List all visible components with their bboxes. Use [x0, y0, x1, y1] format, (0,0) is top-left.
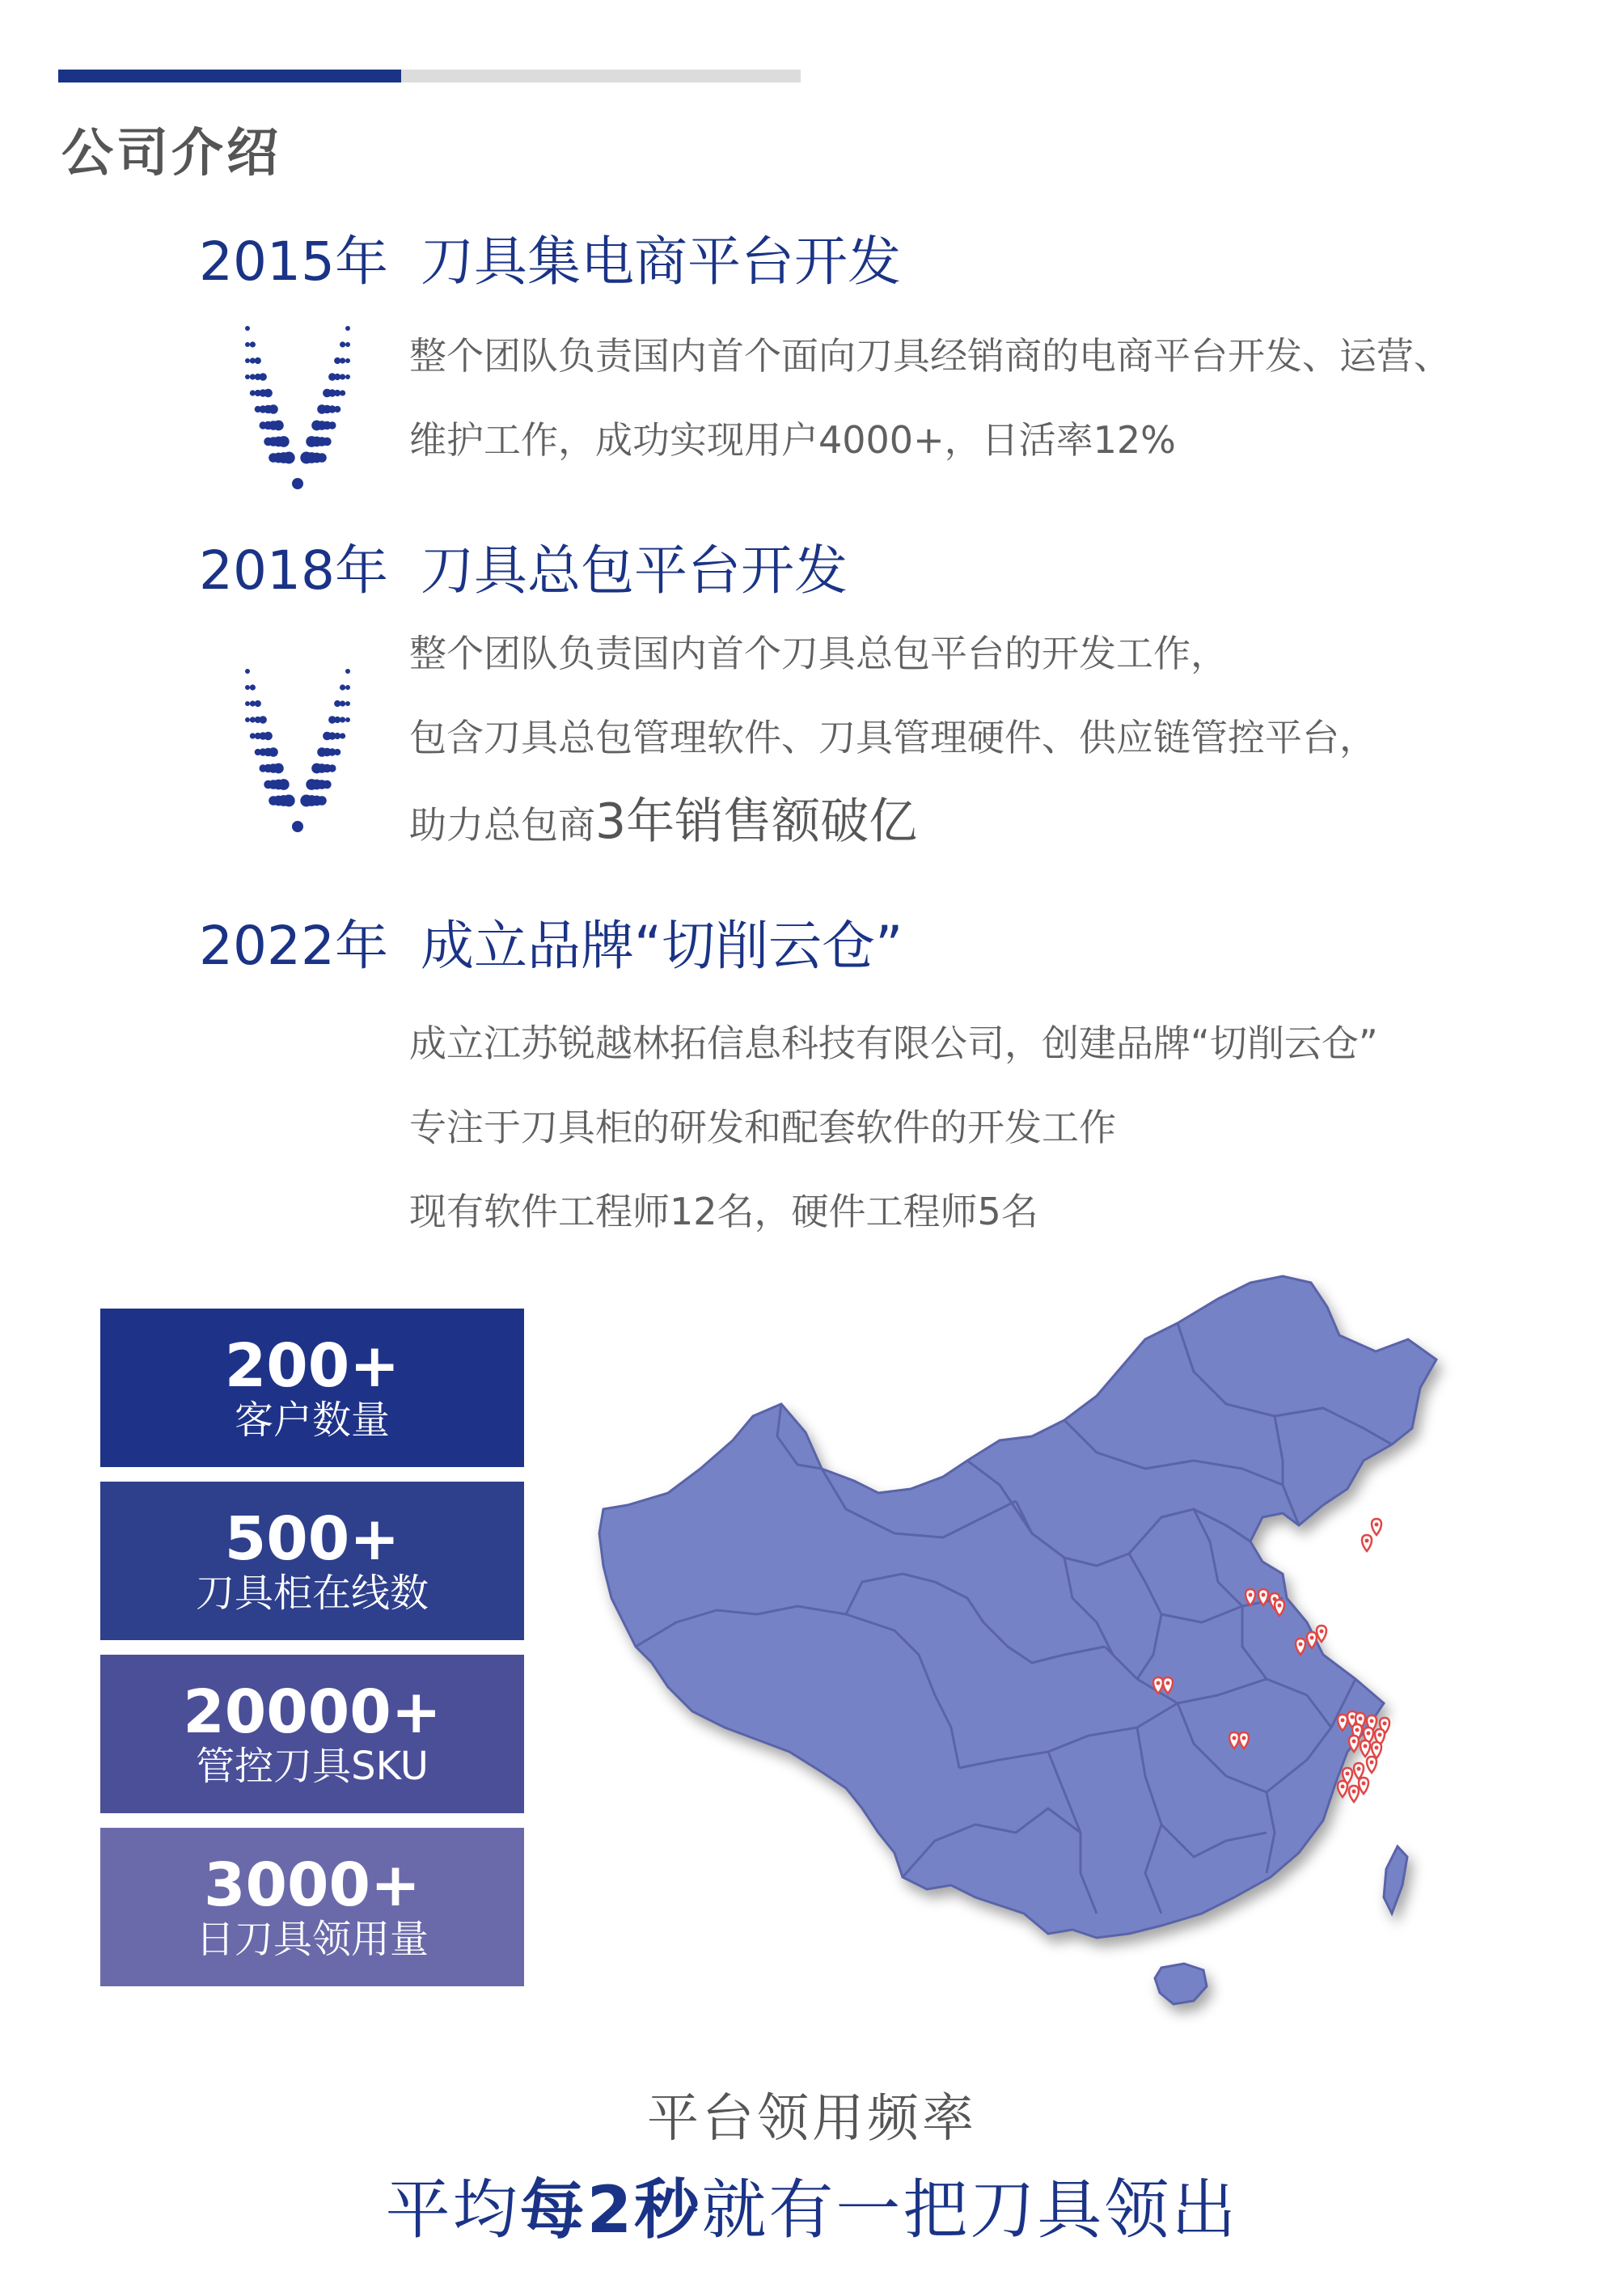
section-2018-heading: [199, 527, 848, 604]
section-2015-heading: [199, 218, 901, 295]
location-pin-icon: [1360, 1740, 1370, 1757]
frequency-suffix: 就有一把刀具领出: [701, 2172, 1239, 2248]
frequency-highlight: 每2秒: [519, 2172, 702, 2248]
description-highlight: 3年销售额破亿: [595, 793, 918, 850]
description-line: [409, 780, 1377, 867]
description-line: 整个团队负责国内首个刀具总包平台的开发工作，: [409, 632, 1228, 675]
stat-value: 3000+: [204, 1850, 421, 1920]
description-line: 整个团队负责国内首个面向刀具经销商的电商平台开发、运营、: [409, 334, 1451, 378]
section-2022-description: [409, 1001, 1378, 1254]
description-line: 成立江苏锐越林拓信息科技有限公司，创建品牌“切削云仓”: [409, 1021, 1378, 1065]
section-2018-description: [409, 611, 1377, 867]
location-pin-icon: [1338, 1781, 1347, 1797]
stat-card-daily-usage: [100, 1828, 524, 1986]
stat-label: 日刀具领用量: [195, 1917, 429, 1962]
stat-label: 客户数量: [234, 1398, 390, 1443]
chevron-dots: [245, 326, 350, 489]
section-2022-heading: [199, 903, 903, 979]
stat-card-cabinets: [100, 1482, 524, 1640]
location-pin-icon: [1349, 1786, 1359, 1802]
section-title: 刀具总包平台开发: [420, 539, 848, 602]
header-bar-accent: [58, 70, 401, 82]
frequency-label: 平台领用频率: [647, 2089, 977, 2149]
location-pin-icon: [1317, 1626, 1326, 1642]
location-pin-icon: [1362, 1535, 1372, 1551]
chevron-dots: [245, 669, 350, 832]
page-title: 公司介绍: [61, 124, 281, 184]
china-map: [579, 1275, 1525, 2035]
stat-label: 刀具柜在线数: [195, 1571, 429, 1616]
header-bar-track: [401, 70, 801, 82]
description-line: 专注于刀具柜的研发和配套软件的开发工作: [409, 1106, 1116, 1149]
section-title: 成立品牌“切削云仓”: [420, 915, 903, 977]
stat-value: 20000+: [183, 1677, 442, 1747]
section-year: 2018年: [199, 539, 388, 602]
stat-card-sku: [100, 1655, 524, 1813]
frequency-prefix: 平均: [385, 2172, 520, 2248]
location-pin-icon: [1367, 1757, 1377, 1773]
stat-card-customers: [100, 1309, 524, 1467]
chevron-arrow-icon: [239, 320, 356, 490]
section-year: 2015年: [199, 230, 388, 293]
description-line: 维护工作，成功实现用户4000+，日活率12%: [409, 418, 1176, 462]
section-year: 2022年: [199, 915, 388, 977]
location-pin-icon: [1359, 1778, 1368, 1794]
section-2015-description: [409, 314, 1451, 482]
stat-value: 200+: [224, 1331, 400, 1401]
location-pin-icon: [1372, 1519, 1381, 1535]
chevron-arrow-icon: [239, 663, 356, 833]
stat-label: 管控刀具SKU: [196, 1744, 429, 1789]
section-title: 刀具集电商平台开发: [420, 230, 901, 293]
stat-value: 500+: [224, 1504, 400, 1574]
description-line: 包含刀具总包管理软件、刀具管理硬件、供应链管控平台，: [409, 716, 1377, 759]
frequency-headline: [0, 2158, 1624, 2251]
description-text: 助力总包商: [409, 803, 595, 847]
description-line: 现有软件工程师12名，硬件工程师5名: [409, 1190, 1038, 1233]
